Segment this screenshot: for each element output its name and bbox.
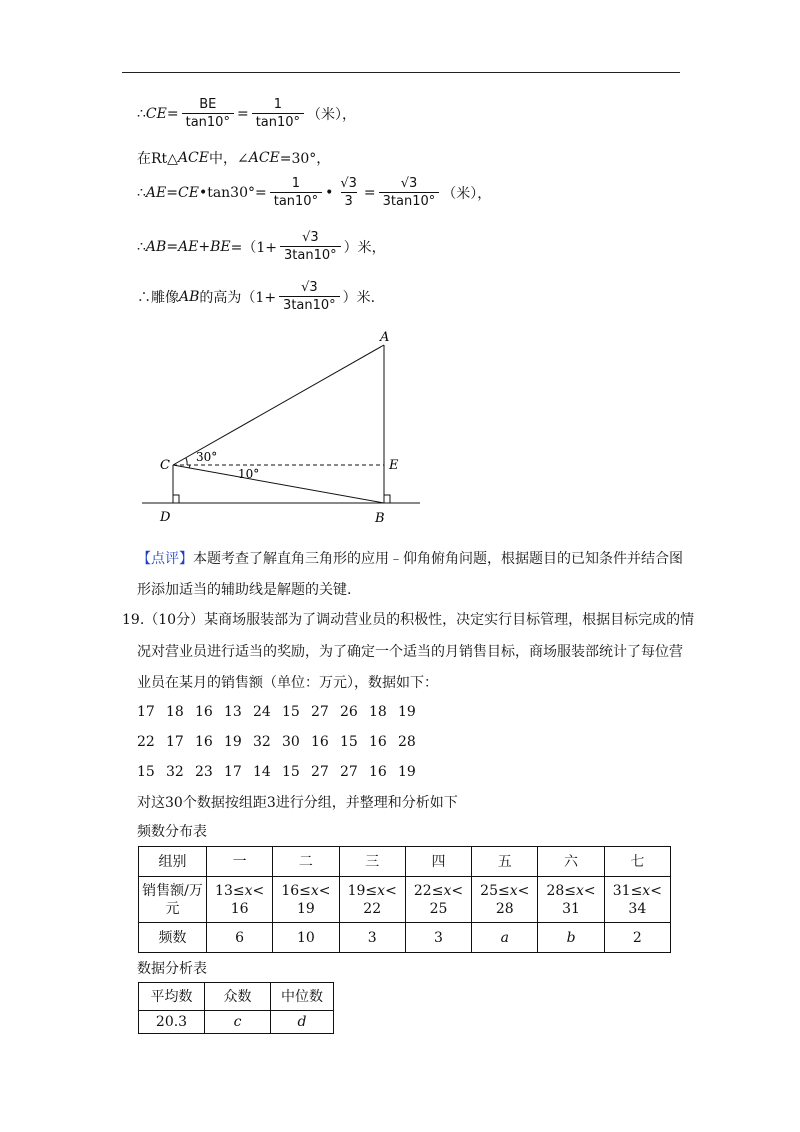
solution-line-3: ∴ AE = CE •tan30°= $\frac{1}{\tan 10^\circ}$ • $\frac{√3}{3}$ = $\frac{√3}{3\tan 10^\circ}$ （米），: [137, 176, 492, 209]
data-value: 24: [253, 704, 271, 720]
data-value: 19: [398, 704, 416, 720]
label-b: B: [375, 511, 385, 526]
freq-range-cell: 28≤x< 31: [538, 877, 604, 923]
data-value: 32: [166, 764, 184, 780]
label-d: D: [160, 510, 171, 525]
fraction: $\frac{√3}{3\tan 10^\circ}$: [279, 280, 340, 313]
freq-range-cell: 22≤x< 25: [405, 877, 471, 923]
solution-line-5: ∴雕像 AB 的高为（1+ $\frac{√3}{3\tan 10^\circ}$ ）米.: [137, 280, 376, 313]
problem-intro: 对这30个数据按组距3进行分组，并整理和分析如下: [137, 795, 458, 811]
data-value: 18: [166, 704, 184, 720]
data-value: 16: [195, 734, 213, 750]
right-angle-d: [173, 495, 179, 503]
freq-table-title: 频数分布表: [137, 824, 207, 840]
fraction: $\frac{√3}{3}$: [340, 176, 357, 209]
data-row-1: [137, 697, 427, 727]
data-value: 27: [340, 764, 358, 780]
freq-range-cell: 25≤x< 28: [472, 877, 538, 923]
solution-line-2: 在Rt△ ACE 中，∠ ACE =30°，: [137, 150, 331, 167]
data-value: 23: [195, 764, 213, 780]
data-value: 13: [224, 704, 242, 720]
data-value: 15: [282, 704, 300, 720]
fraction: $\frac{√3}{3\tan 10^\circ}$: [280, 230, 341, 263]
frequency-table: [138, 846, 671, 953]
angle-label-10: 10°: [238, 467, 260, 481]
segment-cb: [173, 465, 384, 503]
data-value: 26: [340, 704, 358, 720]
data-value: 16: [311, 734, 329, 750]
data-value: 27: [311, 764, 329, 780]
data-value: 17: [224, 764, 242, 780]
data-row-3: [137, 757, 427, 787]
analysis-table-title: 数据分析表: [137, 961, 207, 977]
angle-arc-30: [186, 458, 187, 465]
freq-count-row: 频数 6 10 3 3 a b 2: [139, 923, 671, 953]
freq-range-cell: 13≤x< 16: [207, 877, 273, 923]
freq-range-row: 销售额/万 元 13≤x< 16 16≤x< 19 19≤x< 22 22≤x< 25 25≤x< 28 28≤x< 31 31≤x< 34: [139, 877, 671, 923]
data-value: 32: [253, 734, 271, 750]
data-value: 14: [253, 764, 271, 780]
data-value: 18: [369, 704, 387, 720]
data-value: 28: [398, 734, 416, 750]
freq-range-cell: 16≤x< 19: [273, 877, 339, 923]
comment-line-1: 【点评】本题考查了解直角三角形的应用﹣仰角俯角问题，根据题目的已知条件并结合图: [137, 551, 683, 567]
fraction: $\frac{BE}{\tan 10^\circ}$: [182, 97, 234, 130]
problem-line-2: 况对营业员进行适当的奖励，为了确定一个适当的月销售目标，商场服装部统计了每位营: [137, 644, 683, 660]
geometry-figure: [130, 325, 430, 530]
problem-line-3: 业员在某月的销售额（单位：万元），数据如下：: [137, 675, 438, 691]
comment-line-2: 形添加适当的辅助线是解题的关键.: [137, 582, 352, 598]
data-value: 27: [311, 704, 329, 720]
fraction: $\frac{√3}{3\tan 10^\circ}$: [379, 176, 440, 209]
fraction: $\frac{1}{\tan 10^\circ}$: [270, 176, 322, 209]
data-value: 15: [137, 764, 155, 780]
solution-line-4: ∴ AB = AE + BE =（1+ $\frac{√3}{3\tan 10^\circ}$ ）米，: [137, 230, 386, 263]
data-value: 17: [137, 704, 155, 720]
right-angle-b: [384, 495, 390, 503]
data-value: 17: [166, 734, 184, 750]
label-c: C: [160, 458, 170, 473]
data-value: 15: [340, 734, 358, 750]
segment-ca: [173, 345, 384, 465]
data-value: 22: [137, 734, 155, 750]
label-e: E: [389, 458, 399, 473]
label-a: A: [380, 330, 390, 345]
analysis-value-row: 20.3 c d: [139, 1011, 334, 1034]
problem-line-1: 19.（10分）某商场服装部为了调动营业员的积极性，决定实行目标管理，根据目标完成的情: [122, 612, 695, 628]
freq-header-row: 组别 一 二 三 四 五 六 七: [139, 847, 671, 877]
data-value: 19: [398, 764, 416, 780]
data-value: 15: [282, 764, 300, 780]
angle-label-30: 30°: [196, 450, 218, 464]
comment-tag: 【点评】: [137, 551, 193, 567]
solution-line-1: ∴ CE = $\frac{BE}{\tan 10^\circ}$ = $\frac{1}{\tan 10^\circ}$ （米），: [137, 97, 357, 130]
fraction: $\frac{1}{\tan 10^\circ}$: [252, 97, 304, 130]
freq-range-cell: 31≤x< 34: [604, 877, 670, 923]
analysis-table: [138, 982, 334, 1034]
data-value: 30: [282, 734, 300, 750]
data-value: 16: [369, 734, 387, 750]
header-rule: [122, 72, 680, 73]
data-row-2: [137, 727, 427, 757]
data-value: 16: [369, 764, 387, 780]
analysis-header-row: 平均数 众数 中位数: [139, 983, 334, 1011]
data-value: 19: [224, 734, 242, 750]
freq-range-cell: 19≤x< 22: [339, 877, 405, 923]
data-value: 16: [195, 704, 213, 720]
